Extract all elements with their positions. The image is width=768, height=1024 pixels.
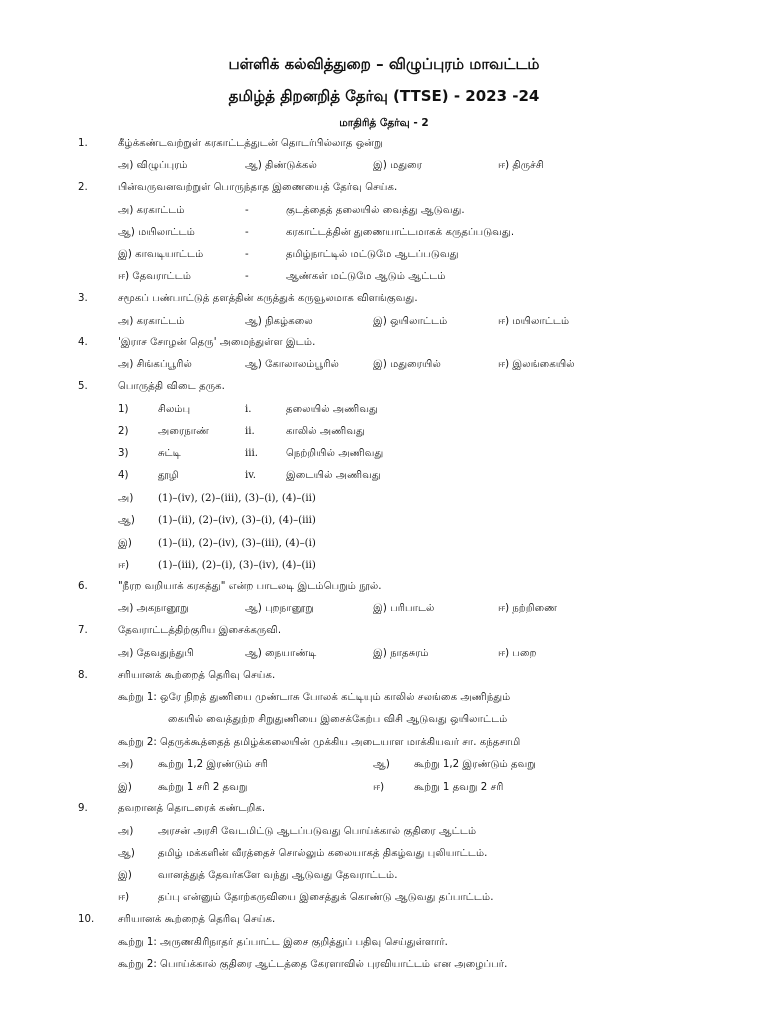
q9-option-a: அரசன் அரசி வேடமிட்டு ஆடப்படுவது பொய்க்கால் குதிரை ஆட்டம் — [158, 826, 477, 837]
q6-option-d: ஈ) நற்றிணை — [498, 603, 558, 614]
q2-row1-dash: - — [245, 205, 249, 216]
q5-text: பொருத்தி விடை தருக. — [118, 381, 225, 392]
q5-row2-match: காலில் அணிவது — [286, 426, 365, 437]
q8-statement1-line2: கையில் வைத்துற்ற சிறுதுணியை இசைக்கேற்ப விசி ஆடுவது ஒயிலாட்டம் — [168, 714, 508, 725]
q5-answer-c: (1)–(ii), (2)–(iv), (3)–(iii), (4)–(i) — [158, 538, 316, 549]
q10-number: 10. — [78, 914, 95, 925]
q3-text: சமூகப் பண்பாட்டுத் தளத்தின் கருத்துக் கருவூலமாக விளங்குவது. — [118, 293, 418, 304]
q5-row2-roman: ii. — [245, 426, 255, 437]
q5-number: 5. — [78, 381, 88, 392]
q1-number: 1. — [78, 138, 88, 149]
page-heading-department: பள்ளிக் கல்வித்துறை – விழுப்புரம் மாவட்டம் — [228, 55, 540, 73]
q2-row4-dash: - — [245, 271, 249, 282]
q2-row3-left: இ) காவடியாட்டம் — [118, 249, 204, 260]
q2-row1-left: அ) கரகாட்டம் — [118, 205, 185, 216]
q5-row4-num: 4) — [118, 470, 129, 481]
q9-option-d: தப்பு என்னும் தோற்கருவியை இசைத்துக் கொண்டு ஆடுவது தப்பாட்டம். — [158, 892, 494, 903]
q5-answer-d: (1)–(iii), (2)–(i), (3)–(iv), (4)–(ii) — [158, 560, 316, 571]
q7-option-b: ஆ) நையாண்டி — [245, 648, 317, 659]
q4-text: 'இராச சோழன் தெரு' அமைந்துள்ள இடம். — [118, 337, 316, 348]
q5-answer-c-label: இ) — [118, 538, 132, 549]
q5-row4-roman: iv. — [245, 470, 257, 481]
q9-number: 9. — [78, 803, 88, 814]
q4-option-a: அ) சிங்கப்பூரில் — [118, 359, 192, 370]
q5-answer-b-label: ஆ) — [118, 515, 135, 526]
q3-option-d: ஈ) மயிலாட்டம் — [498, 316, 570, 327]
q6-text: "நீரற வறியாக் கரகத்து" என்ற பாடலடி இடம்பெறும் நூல். — [118, 581, 382, 592]
q10-statement2: கூற்று 2: பொய்க்கால் குதிரை ஆட்டத்தை கேரளாவில் புரவியாட்டம் என அழைப்பர். — [118, 959, 508, 970]
q2-row4-left: ஈ) தேவராட்டம் — [118, 271, 192, 282]
q7-text: தேவராட்டத்திற்குரிய இசைக்கருவி. — [118, 625, 282, 636]
q3-option-c: இ) ஒயிலாட்டம் — [373, 316, 448, 327]
q2-row4-right: ஆண்கள் மட்டுமே ஆடும் ஆட்டம் — [286, 271, 446, 282]
q6-option-b: ஆ) புறநானூறு — [245, 603, 315, 614]
q8-option-b: கூற்று 1,2 இரண்டும் தவறு — [414, 759, 536, 770]
q10-statement1: கூற்று 1: அருணகிரிநாதர் தப்பாட்ட இசை குறித்துப் பதிவு செய்துள்ளார். — [118, 937, 448, 948]
q2-row2-dash: - — [245, 227, 249, 238]
q5-row3-num: 3) — [118, 448, 129, 459]
q8-text: சரியானக் கூற்றைத் தெரிவு செய்க. — [118, 670, 276, 681]
q8-option-a: கூற்று 1,2 இரண்டும் சரி — [158, 759, 268, 770]
q2-row3-right: தமிழ்நாட்டில் மட்டுமே ஆடப்படுவது — [286, 249, 459, 260]
q4-number: 4. — [78, 337, 88, 348]
q9-option-c: வானத்துத் தேவர்களே வந்து ஆடுவது தேவராட்டம். — [158, 870, 398, 881]
q8-number: 8. — [78, 670, 88, 681]
q9-option-d-label: ஈ) — [118, 892, 130, 903]
q1-text: கீழ்க்கண்டவற்றுள் கரகாட்டத்துடன் தொடர்பில்லாத ஒன்று — [118, 138, 383, 149]
q5-row4-match: இடையில் அணிவது — [286, 470, 381, 481]
q3-option-b: ஆ) நிகழ்கலை — [245, 316, 313, 327]
q2-row2-right: கரகாட்டத்தின் துணையாட்டமாகக் கருதப்படுவது. — [286, 227, 515, 238]
q5-answer-b: (1)–(ii), (2)–(iv), (3)–(i), (4)–(iii) — [158, 515, 316, 526]
q5-row1-num: 1) — [118, 404, 129, 415]
q4-option-b: ஆ) கோலாலம்பூரில் — [245, 359, 340, 370]
q5-row3-roman: iii. — [245, 448, 259, 459]
q7-option-c: இ) நாதசுரம் — [373, 648, 429, 659]
q8-option-c: கூற்று 1 சரி 2 தவறு — [158, 782, 248, 793]
q5-answer-a: (1)–(iv), (2)–(iii), (3)–(i), (4)–(ii) — [158, 493, 316, 504]
q8-option-c-label: இ) — [118, 782, 132, 793]
q4-option-c: இ) மதுரையில் — [373, 359, 441, 370]
q9-option-c-label: இ) — [118, 870, 132, 881]
q1-option-b: ஆ) திண்டுக்கல் — [245, 160, 317, 171]
q5-answer-a-label: அ) — [118, 493, 134, 504]
q5-row3-match: நெற்றியில் அணிவது — [286, 448, 384, 459]
q10-text: சரியானக் கூற்றைத் தெரிவு செய்க. — [118, 914, 276, 925]
q5-answer-d-label: ஈ) — [118, 560, 130, 571]
q9-text: தவறானத் தொடரைக் கண்டறிக. — [118, 803, 266, 814]
q2-row3-dash: - — [245, 249, 249, 260]
q9-option-b: தமிழ் மக்களின் வீரத்தைச் சொல்லும் கலையாகத் திகழ்வது புலியாட்டம். — [158, 848, 488, 859]
q6-option-a: அ) அகநானூறு — [118, 603, 189, 614]
q9-option-a-label: அ) — [118, 826, 134, 837]
q7-option-a: அ) தேவதுந்துபி — [118, 648, 194, 659]
q6-option-c: இ) பரிபாடல் — [373, 603, 435, 614]
q8-option-d: கூற்று 1 தவறு 2 சரி — [414, 782, 504, 793]
q7-option-d: ஈ) பறை — [498, 648, 537, 659]
q2-row2-left: ஆ) மயிலாட்டம் — [118, 227, 195, 238]
q6-number: 6. — [78, 581, 88, 592]
q8-statement2: கூற்று 2: தெருக்கூத்தைத் தமிழ்க்கலையின் முக்கிய அடையாள மாக்கியவர் சா. கந்தசாமி — [118, 737, 521, 748]
q5-row1-roman: i. — [245, 404, 252, 415]
q2-text: பின்வருவனவற்றுள் பொருந்தாத இணையைத் தேர்வு செய்க. — [118, 182, 398, 193]
q4-option-d: ஈ) இலங்கையில் — [498, 359, 575, 370]
q1-option-a: அ) விழுப்புரம் — [118, 160, 188, 171]
q2-number: 2. — [78, 182, 88, 193]
q7-number: 7. — [78, 625, 88, 636]
q2-row1-right: குடத்தைத் தலையில் வைத்து ஆடுவது. — [286, 205, 465, 216]
q8-option-d-label: ஈ) — [373, 782, 385, 793]
page-heading-exam-title: தமிழ்த் திறனறித் தேர்வு (TTSE) - 2023 -24 — [228, 87, 540, 105]
q5-row1-item: சிலம்பு — [158, 404, 191, 415]
q5-row2-item: அரைநாண் — [158, 426, 210, 437]
q5-row2-num: 2) — [118, 426, 129, 437]
q8-option-a-label: அ) — [118, 759, 134, 770]
q9-option-b-label: ஆ) — [118, 848, 135, 859]
q1-option-d: ஈ) திருச்சி — [498, 160, 544, 171]
q1-option-c: இ) மதுரை — [373, 160, 423, 171]
q5-row1-match: தலையில் அணிவது — [286, 404, 378, 415]
q8-option-b-label: ஆ) — [373, 759, 390, 770]
q8-statement1-line1: கூற்று 1: ஒரே நிறத் துணியை முண்டாசு போலக் கட்டியும் காலில் சலங்கை அணிந்தும் — [118, 692, 511, 703]
q5-row3-item: சுட்டி — [158, 448, 181, 459]
q3-number: 3. — [78, 293, 88, 304]
q5-row4-item: தூழி — [158, 470, 179, 481]
page-heading-model-test: மாதிரித் தேர்வு - 2 — [339, 117, 429, 129]
q3-option-a: அ) கரகாட்டம் — [118, 316, 185, 327]
